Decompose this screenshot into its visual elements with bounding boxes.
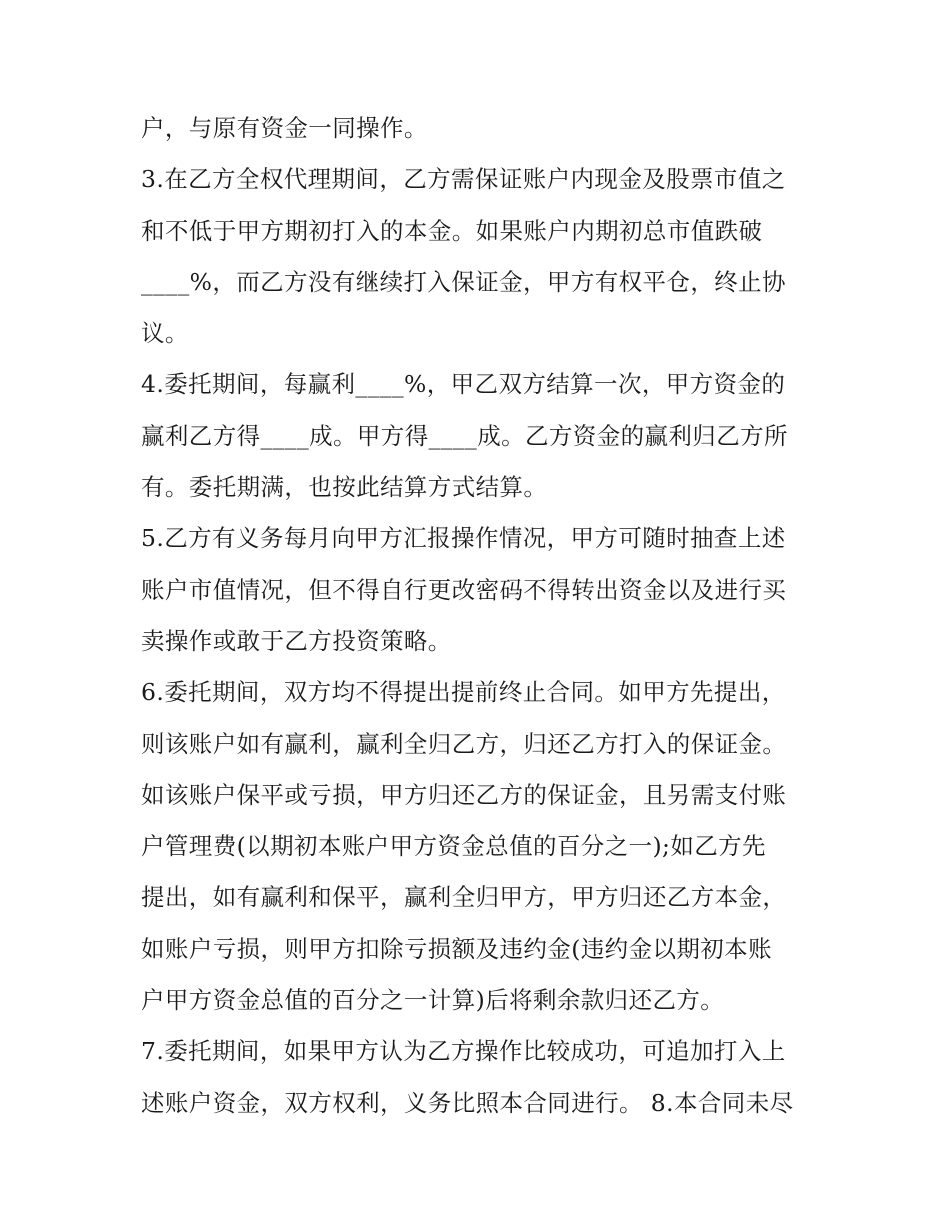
text-line: 户管理费(以期初本账户甲方资金总值的百分之一);如乙方先 [141, 832, 766, 861]
text-line: 如账户亏损，则甲方扣除亏损额及违约金(违约金以期初本账 [141, 934, 772, 963]
text-line: 如该账户保平或亏损，甲方归还乙方的保证金，且另需支付账 [141, 780, 787, 809]
text-line: 5.乙方有义务每月向甲方汇报操作情况，甲方可随时抽查上述 [141, 524, 786, 553]
text-line: 4.委托期间，每赢利____%，甲乙双方结算一次，甲方资金的 [141, 370, 786, 399]
text-line: 户，与原有资金一同操作。 [141, 114, 428, 142]
document-body [141, 103, 821, 1129]
text-line: 赢利乙方得____成。甲方得____成。乙方资金的赢利归乙方所 [141, 421, 788, 450]
text-line: 提出，如有赢利和保平，赢利全归甲方，甲方归还乙方本金， [141, 883, 787, 912]
text-line: 3.在乙方全权代理期间，乙方需保证账户内现金及股票市值之 [141, 165, 786, 194]
text-line: 账户市值情况，但不得自行更改密码不得转出资金以及进行买 [141, 575, 787, 604]
text-line: 则该账户如有赢利，赢利全归乙方，归还乙方打入的保证金。 [141, 729, 787, 758]
text-line: 6.委托期间，双方均不得提出提前终止合同。如甲方先提出， [141, 678, 786, 707]
text-line: 卖操作或敢于乙方投资策略。 [141, 626, 452, 655]
text-line: 有。委托期满，也按此结算方式结算。 [141, 473, 548, 502]
text-line: ____%，而乙方没有继续打入保证金，甲方有权平仓，终止协 [141, 267, 786, 296]
text-line: 7.委托期间，如果甲方认为乙方操作比较成功，可追加打入上 [141, 1037, 786, 1066]
text-line: 户甲方资金总值的百分之一计算)后将剩余款归还乙方。 [141, 986, 725, 1015]
text-line: 议。 [141, 319, 189, 348]
text-line: 和不低于甲方期初打入的本金。如果账户内期初总市值跌破 [141, 216, 763, 245]
text-line: 述账户资金，双方权利，义务比照本合同进行。 8.本合同未尽 [141, 1088, 794, 1117]
